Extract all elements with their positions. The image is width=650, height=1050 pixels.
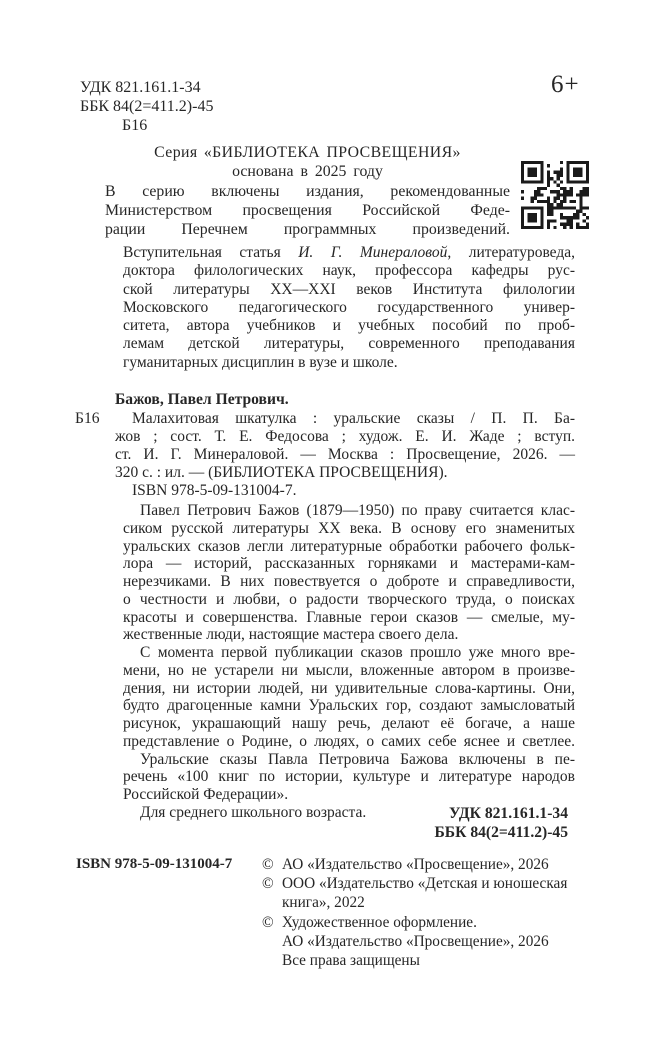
- series-line: Министерством просвещения Российской Феде-: [105, 201, 510, 219]
- bibliographic-record: [115, 410, 575, 500]
- author-sign-margin: Б16: [75, 410, 100, 427]
- copyright-row: [262, 893, 567, 912]
- intro-line-post: , литературоведа,: [447, 244, 575, 261]
- intro-line: [123, 244, 575, 262]
- classification-block: [80, 78, 213, 135]
- biblio-line: 320 с. : ил. — (БИБЛИОТЕКА ПРОСВЕЩЕНИЯ).: [115, 464, 448, 482]
- annotation-line: рисунок, украшающий нашу речь, делают её богаче, а наше: [123, 715, 575, 732]
- copyright-text: Художественное оформление.: [282, 913, 477, 931]
- copyright-text: АО «Издательство «Просвещение», 2026: [282, 932, 549, 950]
- bbk-bottom: ББК 84(2=411.2)-45: [434, 823, 568, 841]
- udk-top: УДК 821.161.1-34: [80, 79, 201, 96]
- copyright-row: [262, 874, 567, 893]
- age-audience-line: Для среднего школьного возраста.: [140, 803, 367, 821]
- annotation-line: лора — историй, рассказанных горняками и мастерами-кам-: [123, 555, 575, 573]
- annotation-line: речень «100 книг по истории, культуре и литературе народов: [123, 768, 575, 786]
- annotation-line: дения, ни истории людей, ни удивительные слова-картины. Они,: [123, 679, 575, 697]
- biblio-line: жов ; сост. Т. Е. Федосова ; худож. Е. И. Жаде ; вступ.: [115, 428, 575, 446]
- series-block: [105, 143, 510, 239]
- copyright-symbol: ©: [262, 913, 274, 931]
- bbk-top: ББК 84(2=411.2)-45: [80, 98, 214, 115]
- copyright-symbol: ©: [262, 856, 274, 873]
- isbn-line: ISBN 978-5-09-131004-7.: [132, 482, 297, 500]
- series-title: Серия «БИБЛИОТЕКА ПРОСВЕЩЕНИЯ»: [154, 144, 461, 161]
- annotation-line: нерезчиками. В них повествуется о доброте и справедливости,: [123, 573, 575, 590]
- annotation-line: С момента первой публикации сказов прошло уже много вре-: [140, 644, 575, 661]
- copyright-text: ООО «Издательство «Детская и юношеская: [282, 875, 568, 893]
- annotation-line: жественные люди, настоящие мастера своего дела.: [123, 626, 459, 644]
- annotation-line: Российской Федерации».: [123, 786, 289, 803]
- author-heading: Бажов, Павел Петрович.: [115, 391, 289, 408]
- annotation-block: [123, 502, 575, 822]
- annotation-line: сиком русской литературы XX века. В основу его знаменитых: [123, 519, 575, 537]
- copyright-text: Все права защищены: [282, 952, 420, 970]
- annotation-line: Уральские сказы Павла Петровича Бажова включены в пе-: [140, 750, 575, 768]
- copyright-row: [262, 913, 567, 932]
- intro-person-name: И. Г. Минераловой: [298, 244, 448, 261]
- series-line: рации Перечнем программных произведений.: [105, 221, 510, 239]
- classification-bottom: [123, 805, 568, 842]
- annotation-line: красоты и совершенства. Главные герои сказов — смелые, му-: [123, 608, 575, 626]
- annotation-line: представление о Родине, о людях, о самих себе яснее и светлее.: [123, 732, 575, 750]
- biblio-line: ст. И. Г. Минераловой. — Москва : Просвещение, 2026. —: [115, 446, 575, 464]
- annotation-line: Павел Петрович Бажов (1879—1950) по праву считается клас-: [140, 502, 575, 519]
- author-sign-top: Б16: [122, 117, 148, 134]
- annotation-line: будто драгоценные камни Уральских гор, создают замысловатый: [123, 697, 575, 715]
- copyright-symbol: ©: [262, 875, 274, 893]
- intro-article-credit: [123, 244, 575, 372]
- age-rating-badge: 6+: [551, 71, 580, 98]
- udk-bottom: УДК 821.161.1-34: [449, 805, 568, 822]
- copyright-block: [262, 855, 567, 970]
- copyright-symbol: [262, 951, 282, 970]
- intro-line: Московского педагогического государственного универ-: [123, 298, 575, 316]
- copyright-symbol: [262, 932, 282, 951]
- intro-line-pre: Вступительная статья: [123, 244, 281, 261]
- copyright-row: [262, 855, 567, 874]
- copyright-symbol: [262, 893, 282, 912]
- biblio-line: Малахитовая шкатулка : уральские сказы / П. П. Ба-: [132, 410, 575, 427]
- intro-line: гуманитарных дисциплин в вузе и школе.: [123, 353, 398, 371]
- annotation-line: мени, но не устарели ни мысли, вложенные автором в произве-: [123, 661, 575, 679]
- annotation-line: о честности и любви, о радости творческого труда, о поисках: [123, 590, 575, 608]
- intro-line: доктора филологических наук, профессора кафедры рус-: [123, 262, 575, 280]
- intro-line: лемам детской литературы, современного преподавания: [123, 335, 575, 353]
- series-line: В серию включены издания, рекомендованные: [105, 182, 510, 200]
- intro-line: ской литературы XX—XXI веков Института филологии: [123, 280, 575, 298]
- copyright-row: [262, 951, 567, 970]
- copyright-text: АО «Издательство «Просвещение», 2026: [282, 856, 549, 873]
- copyright-text: книга», 2022: [282, 894, 365, 912]
- annotation-line: уральских сказов легли литературные обработки рабочего фольк-: [123, 537, 575, 555]
- isbn-bottom: ISBN 978-5-09-131004-7: [76, 856, 233, 872]
- intro-line: ситета, автора учебников и учебных пособий по проб-: [123, 317, 575, 335]
- series-founded: основана в 2025 году: [232, 163, 383, 181]
- copyright-row: [262, 932, 567, 951]
- qr-code-icon: [521, 161, 589, 229]
